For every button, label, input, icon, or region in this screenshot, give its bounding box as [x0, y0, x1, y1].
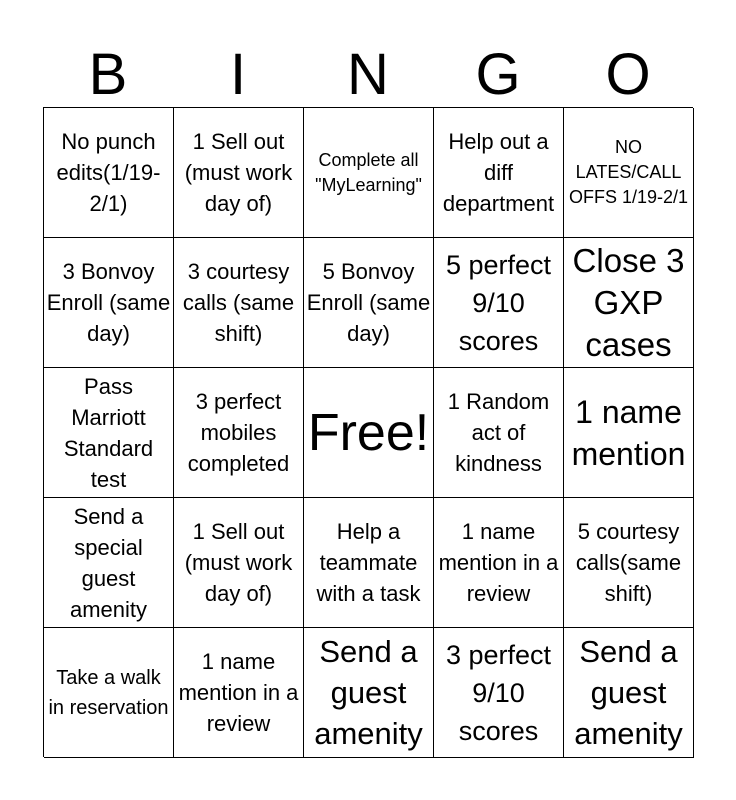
bingo-header: [43, 42, 693, 108]
bingo-cell-r3c5[interactable]: 1 name mention: [564, 368, 694, 498]
bingo-cell-r5c2[interactable]: 1 name mention in a review: [174, 628, 304, 758]
bingo-grid: [43, 107, 693, 757]
bingo-cell-free[interactable]: Free!: [304, 368, 434, 498]
bingo-cell-r2c1[interactable]: 3 Bonvoy Enroll (same day): [44, 238, 174, 368]
bingo-cell-r4c5[interactable]: 5 courtesy calls(same shift): [564, 498, 694, 628]
header-letter-i: I: [229, 42, 247, 107]
bingo-cell-r3c4[interactable]: 1 Random act of kindness: [434, 368, 564, 498]
header-letter-g: G: [475, 42, 521, 107]
bingo-cell-r4c1[interactable]: Send a special guest amenity: [44, 498, 174, 628]
header-letter-b: B: [88, 42, 128, 107]
bingo-cell-r5c3[interactable]: Send a guest amenity: [304, 628, 434, 758]
bingo-cell-r5c5[interactable]: Send a guest amenity: [564, 628, 694, 758]
bingo-cell-r4c2[interactable]: 1 Sell out (must work day of): [174, 498, 304, 628]
bingo-cell-r2c5[interactable]: Close 3 GXP cases: [564, 238, 694, 368]
bingo-cell-r4c4[interactable]: 1 name mention in a review: [434, 498, 564, 628]
bingo-cell-r1c1[interactable]: No punch edits(1/19-2/1): [44, 108, 174, 238]
bingo-cell-r3c2[interactable]: 3 perfect mobiles completed: [174, 368, 304, 498]
header-letter-o: O: [605, 42, 651, 107]
bingo-cell-r1c4[interactable]: Help out a diff department: [434, 108, 564, 238]
header-letter-n: N: [347, 42, 389, 107]
bingo-cell-r3c1[interactable]: Pass Marriott Standard test: [44, 368, 174, 498]
bingo-cell-r1c5[interactable]: NO LATES/CALL OFFS 1/19-2/1: [564, 108, 694, 238]
bingo-cell-r2c3[interactable]: 5 Bonvoy Enroll (same day): [304, 238, 434, 368]
bingo-cell-r4c3[interactable]: Help a teammate with a task: [304, 498, 434, 628]
bingo-cell-r2c2[interactable]: 3 courtesy calls (same shift): [174, 238, 304, 368]
bingo-cell-r5c4[interactable]: 3 perfect 9/10 scores: [434, 628, 564, 758]
bingo-cell-r2c4[interactable]: 5 perfect 9/10 scores: [434, 238, 564, 368]
bingo-cell-r1c2[interactable]: 1 Sell out (must work day of): [174, 108, 304, 238]
bingo-cell-r1c3[interactable]: Complete all "MyLearning": [304, 108, 434, 238]
bingo-cell-r5c1[interactable]: Take a walk in reservation: [44, 628, 174, 758]
